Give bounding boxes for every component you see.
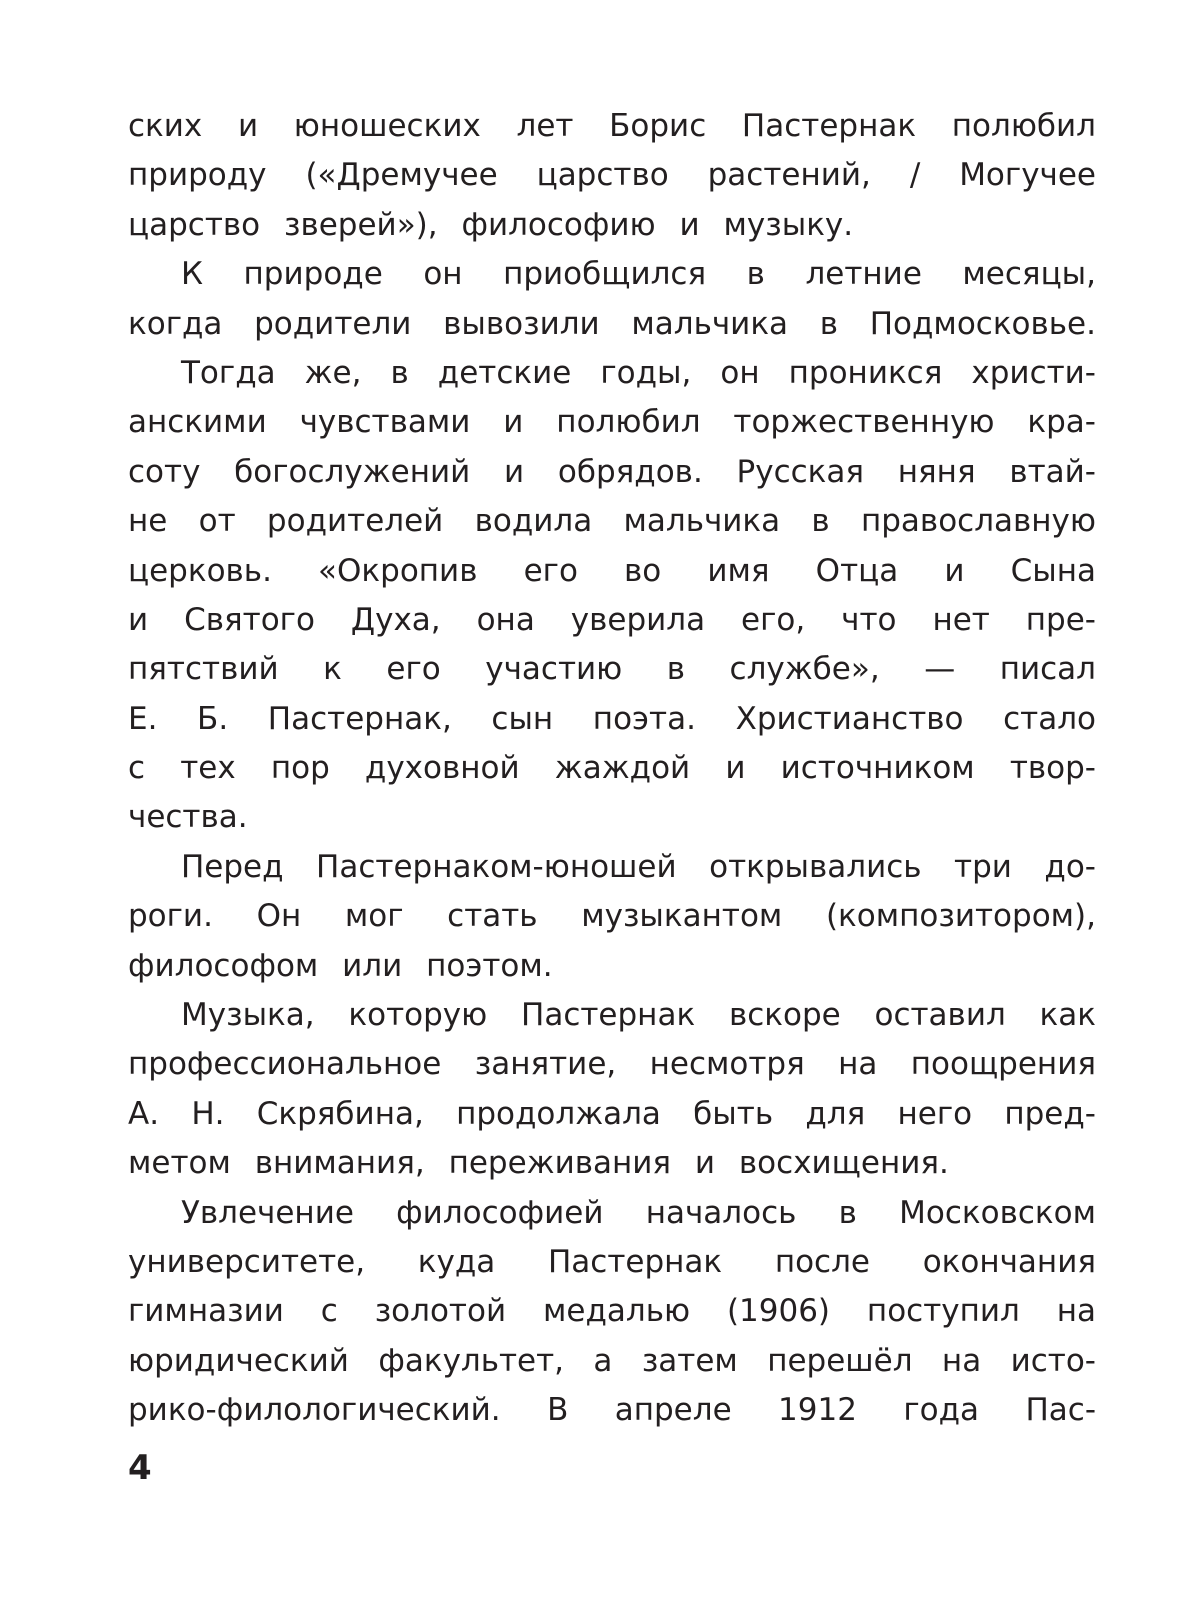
text-line: Е. Б. Пастернак, сын поэта. Христианство стало bbox=[128, 700, 1096, 737]
text-line: гимназии с золотой медалью (1906) поступил на bbox=[128, 1293, 1096, 1330]
text-line: роги. Он мог стать музыкантом (композитором), bbox=[128, 898, 1096, 935]
text-line: Увлечение философией началось в Московском bbox=[181, 1194, 1096, 1231]
text-line: с тех пор духовной жаждой и источником твор- bbox=[128, 750, 1096, 787]
text-line: К природе он приобщился в летние месяцы, bbox=[181, 256, 1096, 293]
text-line: ских и юношеских лет Борис Пастернак полюбил bbox=[128, 108, 1096, 144]
text-line: профессиональное занятие, несмотря на поощрения bbox=[128, 1046, 1096, 1083]
text-line: А. Н. Скрябина, продолжала быть для него пред- bbox=[128, 1095, 1096, 1132]
text-line: и Святого Духа, она уверила его, что нет пре- bbox=[128, 601, 1096, 638]
text-line: рико-филологический. В апреле 1912 года Пас- bbox=[128, 1392, 1096, 1429]
text-line: Тогда же, в детские годы, он проникся христи- bbox=[181, 354, 1096, 391]
text-line: не от родителей водила мальчика в православную bbox=[128, 503, 1096, 540]
text-line: университете, куда Пастернак после окончания bbox=[128, 1243, 1096, 1280]
text-line: чества. bbox=[128, 799, 248, 836]
text-line: Перед Пастернаком-юношей открывались три до- bbox=[181, 848, 1096, 885]
text-line: пятствий к его участию в службе», — писал bbox=[128, 651, 1096, 688]
text-line: природу («Дремучее царство растений, / Могучее bbox=[128, 157, 1096, 194]
text-line: Музыка, которую Пастернак вскоре оставил как bbox=[181, 997, 1096, 1034]
text-line: анскими чувствами и полюбил торжественную кра- bbox=[128, 404, 1096, 441]
body-text bbox=[128, 102, 1096, 1436]
text-line: юридический факультет, а затем перешёл на исто- bbox=[128, 1342, 1096, 1379]
text-line: метом внимания, переживания и восхищения. bbox=[128, 1145, 949, 1182]
text-line: когда родители вывозили мальчика в Подмосковье. bbox=[128, 305, 1096, 342]
text-line: соту богослужений и обрядов. Русская няня втай- bbox=[128, 453, 1096, 490]
text-line: церковь. «Окропив его во имя Отца и Сына bbox=[128, 552, 1096, 589]
page-number: 4 bbox=[128, 1448, 152, 1488]
text-line: философом или поэтом. bbox=[128, 947, 553, 984]
text-line: царство зверей»), философию и музыку. bbox=[128, 206, 854, 243]
